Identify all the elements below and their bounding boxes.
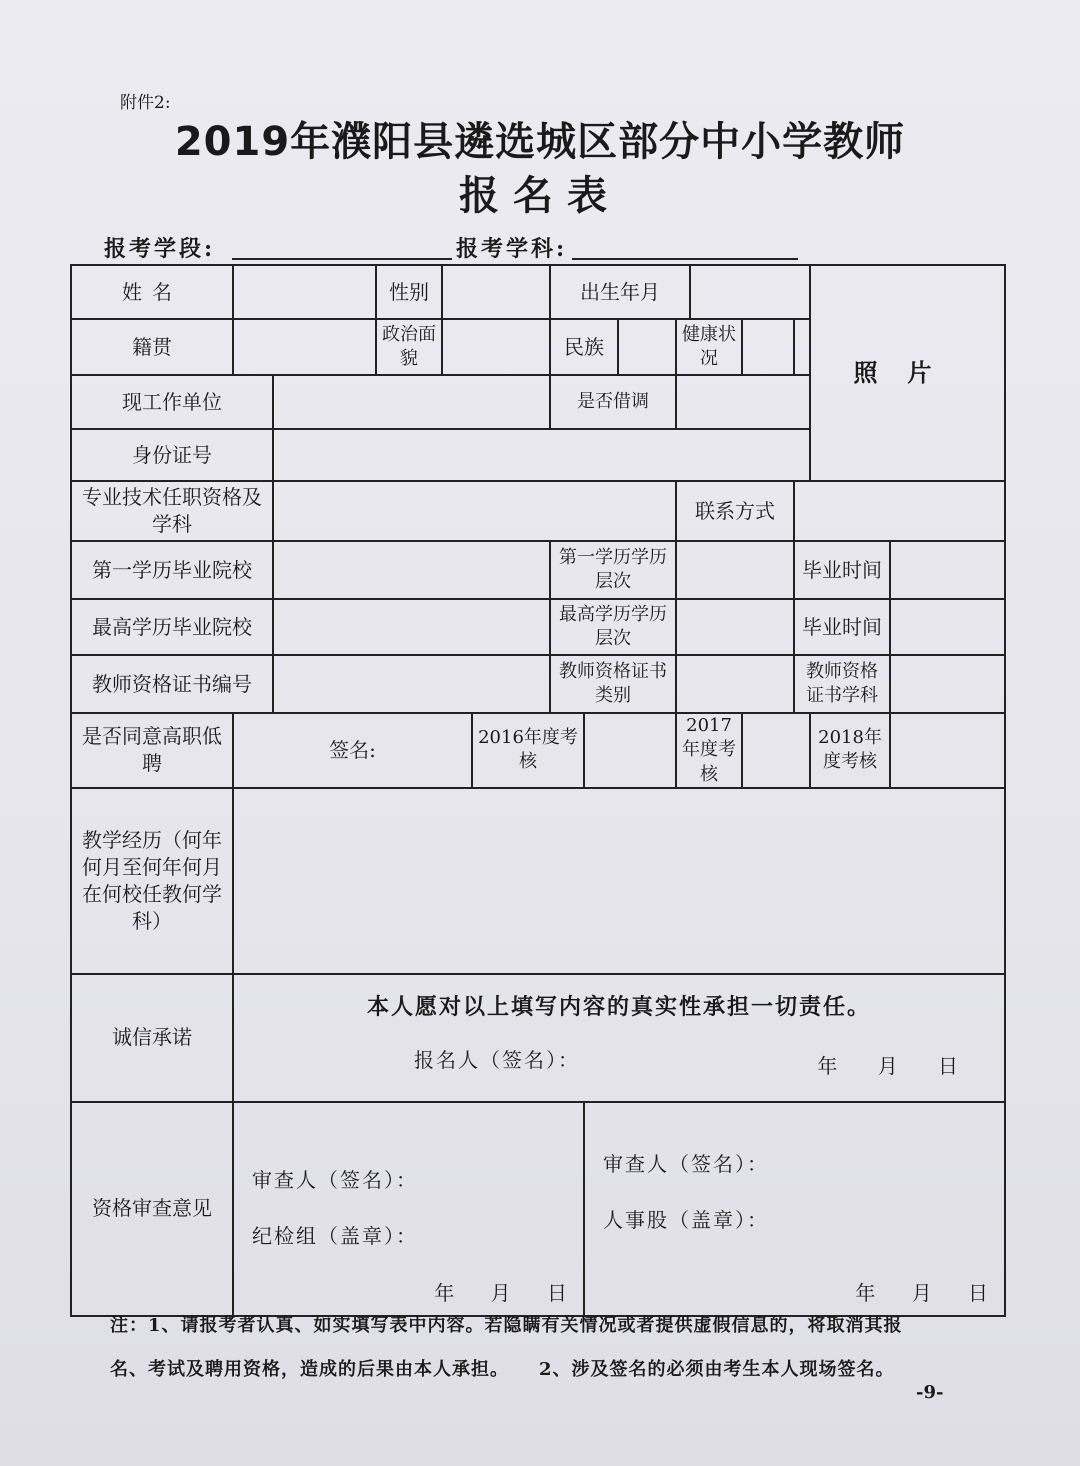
apply-stage-label: 报考学段: bbox=[104, 236, 216, 262]
cert-type-field[interactable] bbox=[676, 655, 794, 713]
form-title: 2019年濮阳县遴选城区部分中小学教师 bbox=[174, 119, 906, 165]
applicant-sign-label: 报名人（签名）： bbox=[414, 1047, 580, 1072]
registration-table bbox=[70, 264, 1006, 1317]
assess-2016-label: 2016年度考核 bbox=[472, 713, 584, 788]
seconded-label: 是否借调 bbox=[550, 375, 676, 429]
apply-stage-blank[interactable] bbox=[232, 258, 452, 260]
discipline-group-label: 纪检组（盖章）： bbox=[252, 1223, 418, 1248]
integrity-label: 诚信承诺 bbox=[71, 974, 233, 1102]
highest-school-label: 最高学历毕业院校 bbox=[71, 599, 273, 655]
birth-field[interactable] bbox=[690, 265, 810, 319]
note-line-1: 注：1、请报考者认真、如实填写表中内容。若隐瞒有关情况或者提供虚假信息的，将取消其报 bbox=[110, 1315, 903, 1336]
highest-grad-time-label: 毕业时间 bbox=[794, 599, 890, 655]
political-field[interactable] bbox=[442, 319, 550, 375]
id-number-field[interactable] bbox=[273, 429, 810, 481]
assess-2018-field[interactable] bbox=[890, 713, 1005, 788]
photo-box[interactable]: 照片 bbox=[810, 265, 1005, 481]
first-school-field[interactable] bbox=[273, 541, 550, 599]
cert-number-label: 教师资格证书编号 bbox=[71, 655, 273, 713]
assess-2017-field[interactable] bbox=[742, 713, 810, 788]
attachment-label: 附件2: bbox=[120, 93, 171, 113]
notes bbox=[110, 1304, 980, 1392]
reviewer-right-label: 审查人（签名）： bbox=[603, 1151, 770, 1176]
review-left-cell[interactable] bbox=[233, 1102, 584, 1316]
professional-title-field[interactable] bbox=[273, 481, 676, 541]
highest-grad-time-field[interactable] bbox=[890, 599, 1005, 655]
first-school-label: 第一学历毕业院校 bbox=[71, 541, 273, 599]
native-place-label: 籍贯 bbox=[71, 319, 233, 375]
gender-label: 性别 bbox=[376, 265, 442, 319]
name-field[interactable] bbox=[233, 265, 376, 319]
teaching-history-field[interactable] bbox=[233, 788, 1005, 974]
cert-type-label: 教师资格证书类别 bbox=[550, 655, 676, 713]
apply-subject-label: 报考学科: bbox=[456, 236, 568, 262]
professional-title-label: 专业技术任职资格及学科 bbox=[71, 481, 273, 541]
first-level-field[interactable] bbox=[676, 541, 794, 599]
birth-label: 出生年月 bbox=[550, 265, 690, 319]
apply-subject-blank[interactable] bbox=[572, 258, 798, 260]
political-label: 政治面貌 bbox=[376, 319, 442, 375]
cert-subject-label: 教师资格证书学科 bbox=[794, 655, 890, 713]
highest-level-label: 最高学历学历层次 bbox=[550, 599, 676, 655]
seconded-field[interactable] bbox=[676, 375, 810, 429]
contact-label: 联系方式 bbox=[676, 481, 794, 541]
work-unit-label: 现工作单位 bbox=[71, 375, 273, 429]
integrity-text: 本人愿对以上填写内容的真实性承担一切责任。 bbox=[367, 993, 872, 1020]
teaching-history-label: 教学经历（何年何月至何年何月在何校任教何学科） bbox=[71, 788, 233, 974]
highest-level-field[interactable] bbox=[676, 599, 794, 655]
assess-2016-field[interactable] bbox=[584, 713, 676, 788]
health-label: 健康状况 bbox=[676, 319, 742, 375]
agree-low-label: 是否同意高职低聘 bbox=[71, 713, 233, 788]
page-number: -9- bbox=[916, 1382, 944, 1403]
first-grad-time-label: 毕业时间 bbox=[794, 541, 890, 599]
id-number-label: 身份证号 bbox=[71, 429, 273, 481]
review-right-cell[interactable] bbox=[584, 1102, 1005, 1316]
cert-number-field[interactable] bbox=[273, 655, 550, 713]
note-line-2 bbox=[110, 1348, 980, 1392]
reviewer-left-label: 审查人（签名）： bbox=[252, 1167, 418, 1192]
name-label: 姓名 bbox=[71, 265, 233, 319]
integrity-cell[interactable] bbox=[233, 974, 1005, 1102]
ethnicity-label: 民族 bbox=[550, 319, 618, 375]
native-place-field[interactable] bbox=[233, 319, 376, 375]
form-subtitle: 报名表 bbox=[459, 173, 621, 219]
work-unit-field[interactable] bbox=[273, 375, 550, 429]
note-line-2b: 2、涉及签名的必须由考生本人现场签名。 bbox=[539, 1359, 895, 1380]
assess-2017-label: 2017年度考核 bbox=[676, 713, 742, 788]
cert-subject-field[interactable] bbox=[890, 655, 1005, 713]
highest-school-field[interactable] bbox=[273, 599, 550, 655]
first-level-label: 第一学历学历层次 bbox=[550, 541, 676, 599]
gender-field[interactable] bbox=[442, 265, 550, 319]
review-left-date: 年 月 日 bbox=[434, 1280, 568, 1305]
review-label: 资格审查意见 bbox=[71, 1102, 233, 1316]
hr-dept-label: 人事股（盖章）： bbox=[603, 1207, 770, 1232]
applicant-sign-date: 年 月 日 bbox=[817, 1053, 961, 1078]
signature-label[interactable]: 签名: bbox=[233, 713, 472, 788]
assess-2018-label: 2018年度考核 bbox=[810, 713, 890, 788]
review-right-date: 年 月 日 bbox=[855, 1280, 989, 1305]
contact-field[interactable] bbox=[794, 481, 1005, 541]
note-line-2a: 名、考试及聘用资格，造成的后果由本人承担。 bbox=[110, 1359, 509, 1380]
ethnicity-field[interactable] bbox=[618, 319, 676, 375]
health-field[interactable] bbox=[742, 319, 794, 375]
first-grad-time-field[interactable] bbox=[890, 541, 1005, 599]
